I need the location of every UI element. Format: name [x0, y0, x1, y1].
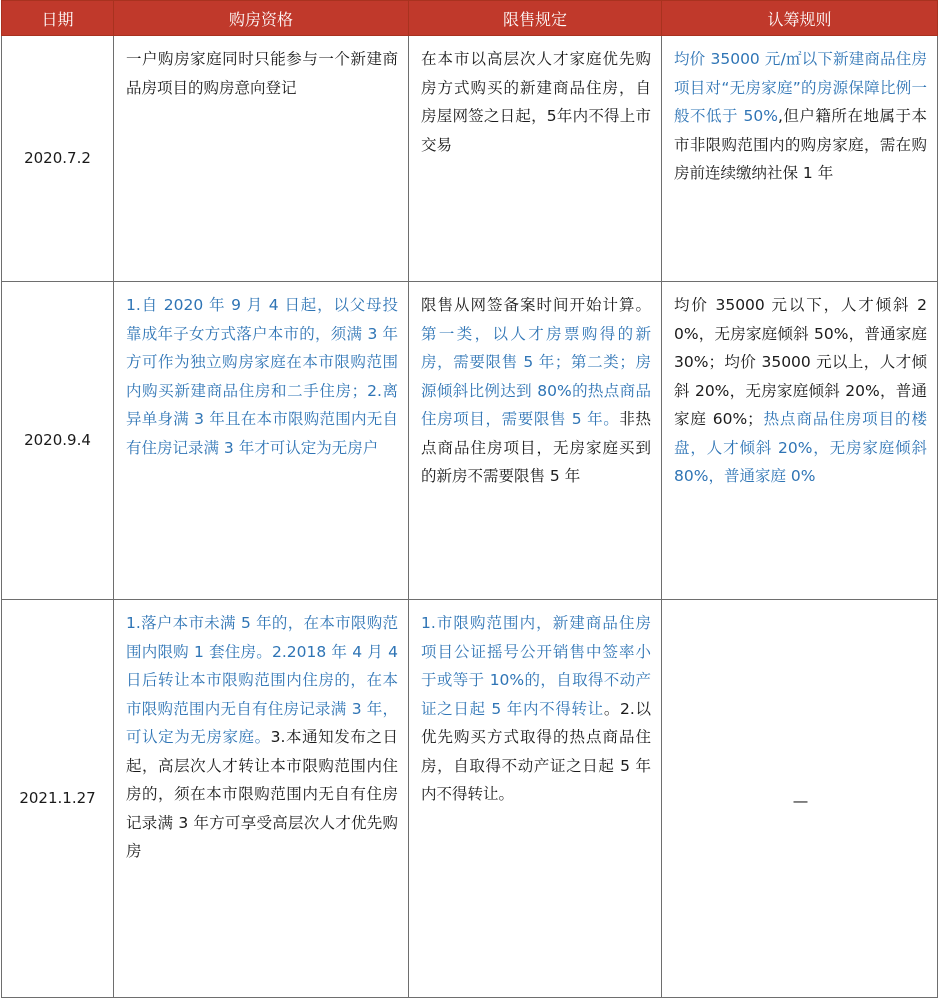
- cell-text: 一户购房家庭同时只能参与一个新建商品房项目的购房意向登记: [126, 50, 398, 97]
- cell-text: 。2.以优先购买方式取得的热点商品住房，自取得不动产证之日起 5 年内不得转让。: [421, 699, 652, 803]
- subscription-cell: [662, 36, 938, 282]
- cell-text: 非热点商品住房项目，无房家庭买到的新房不需要限售 5 年: [421, 410, 651, 485]
- cell-text: ,但户籍所在地属于本市非限购范围内的购房家庭，需在购房前连续缴纳社保 1 年: [674, 107, 927, 182]
- highlight-text: 1.自 2020 年 9 月 4 日起，以父母投靠成年子女方式落户本市的，须满 3 年方可作为独立购房家庭在本市限购范围内购买新建商品住房和二手住房；2.离异单身满 3 年且在本市限购范围内无自有住房记录满 3 年才可认定为无房户: [126, 296, 398, 457]
- highlight-text: 热点商品住房项目的楼盘，人才倾斜 20%，无房家庭倾斜 80%，普通家庭 0%: [674, 410, 927, 485]
- restriction-cell: [409, 600, 662, 998]
- restriction-cell: [409, 282, 662, 600]
- date-cell: 2021.1.27: [2, 600, 114, 998]
- cell-text: 在本市以高层次人才家庭优先购房方式购买的新建商品住房，自房屋网签之日起，5年内不得上市交易: [421, 50, 651, 154]
- subscription-cell: [662, 600, 938, 998]
- qualification-cell: [114, 36, 409, 282]
- qualification-cell: [114, 600, 409, 998]
- header-row: [2, 1, 938, 36]
- cell-text: 限售从网签备案时间开始计算。: [421, 296, 651, 314]
- subscription-cell: [662, 282, 938, 600]
- highlight-text: 1.市限购范围内，新建商品住房项目公证摇号公开销售中签率小于或等于 10%的，自取得不动产证之日起 5 年内不得转让: [421, 614, 651, 718]
- restriction-cell: [409, 36, 662, 282]
- header-restriction: 限售规定: [409, 1, 662, 36]
- date-cell: 2020.7.2: [2, 36, 114, 282]
- date-cell: 2020.9.4: [2, 282, 114, 600]
- highlight-text: 均价 35000 元/㎡以下新建商品住房项目对“无房家庭”的房源保障比例一般不低于 50%: [674, 50, 927, 125]
- header-subscription: 认筹规则: [662, 1, 938, 36]
- cell-text: 3.本通知发布之日起，高层次人才转让本市限购范围内住房的，须在本市限购范围内无自有住房记录满 3 年方可享受高层次人才优先购房: [126, 728, 398, 860]
- dash-text: —: [792, 791, 809, 810]
- table-row: [2, 36, 938, 282]
- policy-table: [1, 0, 938, 998]
- qualification-cell: [114, 282, 409, 600]
- highlight-text: 1.落户本市未满 5 年的，在本市限购范围内限购 1 套住房。2.2018 年 4 月 4 日后转让本市限购范围内住房的，在本市限购范围内无自有住房记录满 3 年，可认定为无房家庭。: [126, 614, 398, 746]
- table-row: [2, 600, 938, 998]
- cell-text: 均价 35000 元以下，人才倾斜 20%，无房家庭倾斜 50%，普通家庭 30%；均价 35000 元以上，人才倾斜 20%，无房家庭倾斜 20%，普通家庭 60%；: [674, 296, 927, 428]
- header-qualification: 购房资格: [114, 1, 409, 36]
- header-date: 日期: [2, 1, 114, 36]
- highlight-text: 第一类，以人才房票购得的新房，需要限售 5 年；第二类；房源倾斜比例达到 80%的热点商品住房项目，需要限售 5 年。: [421, 324, 651, 428]
- table-row: [2, 282, 938, 600]
